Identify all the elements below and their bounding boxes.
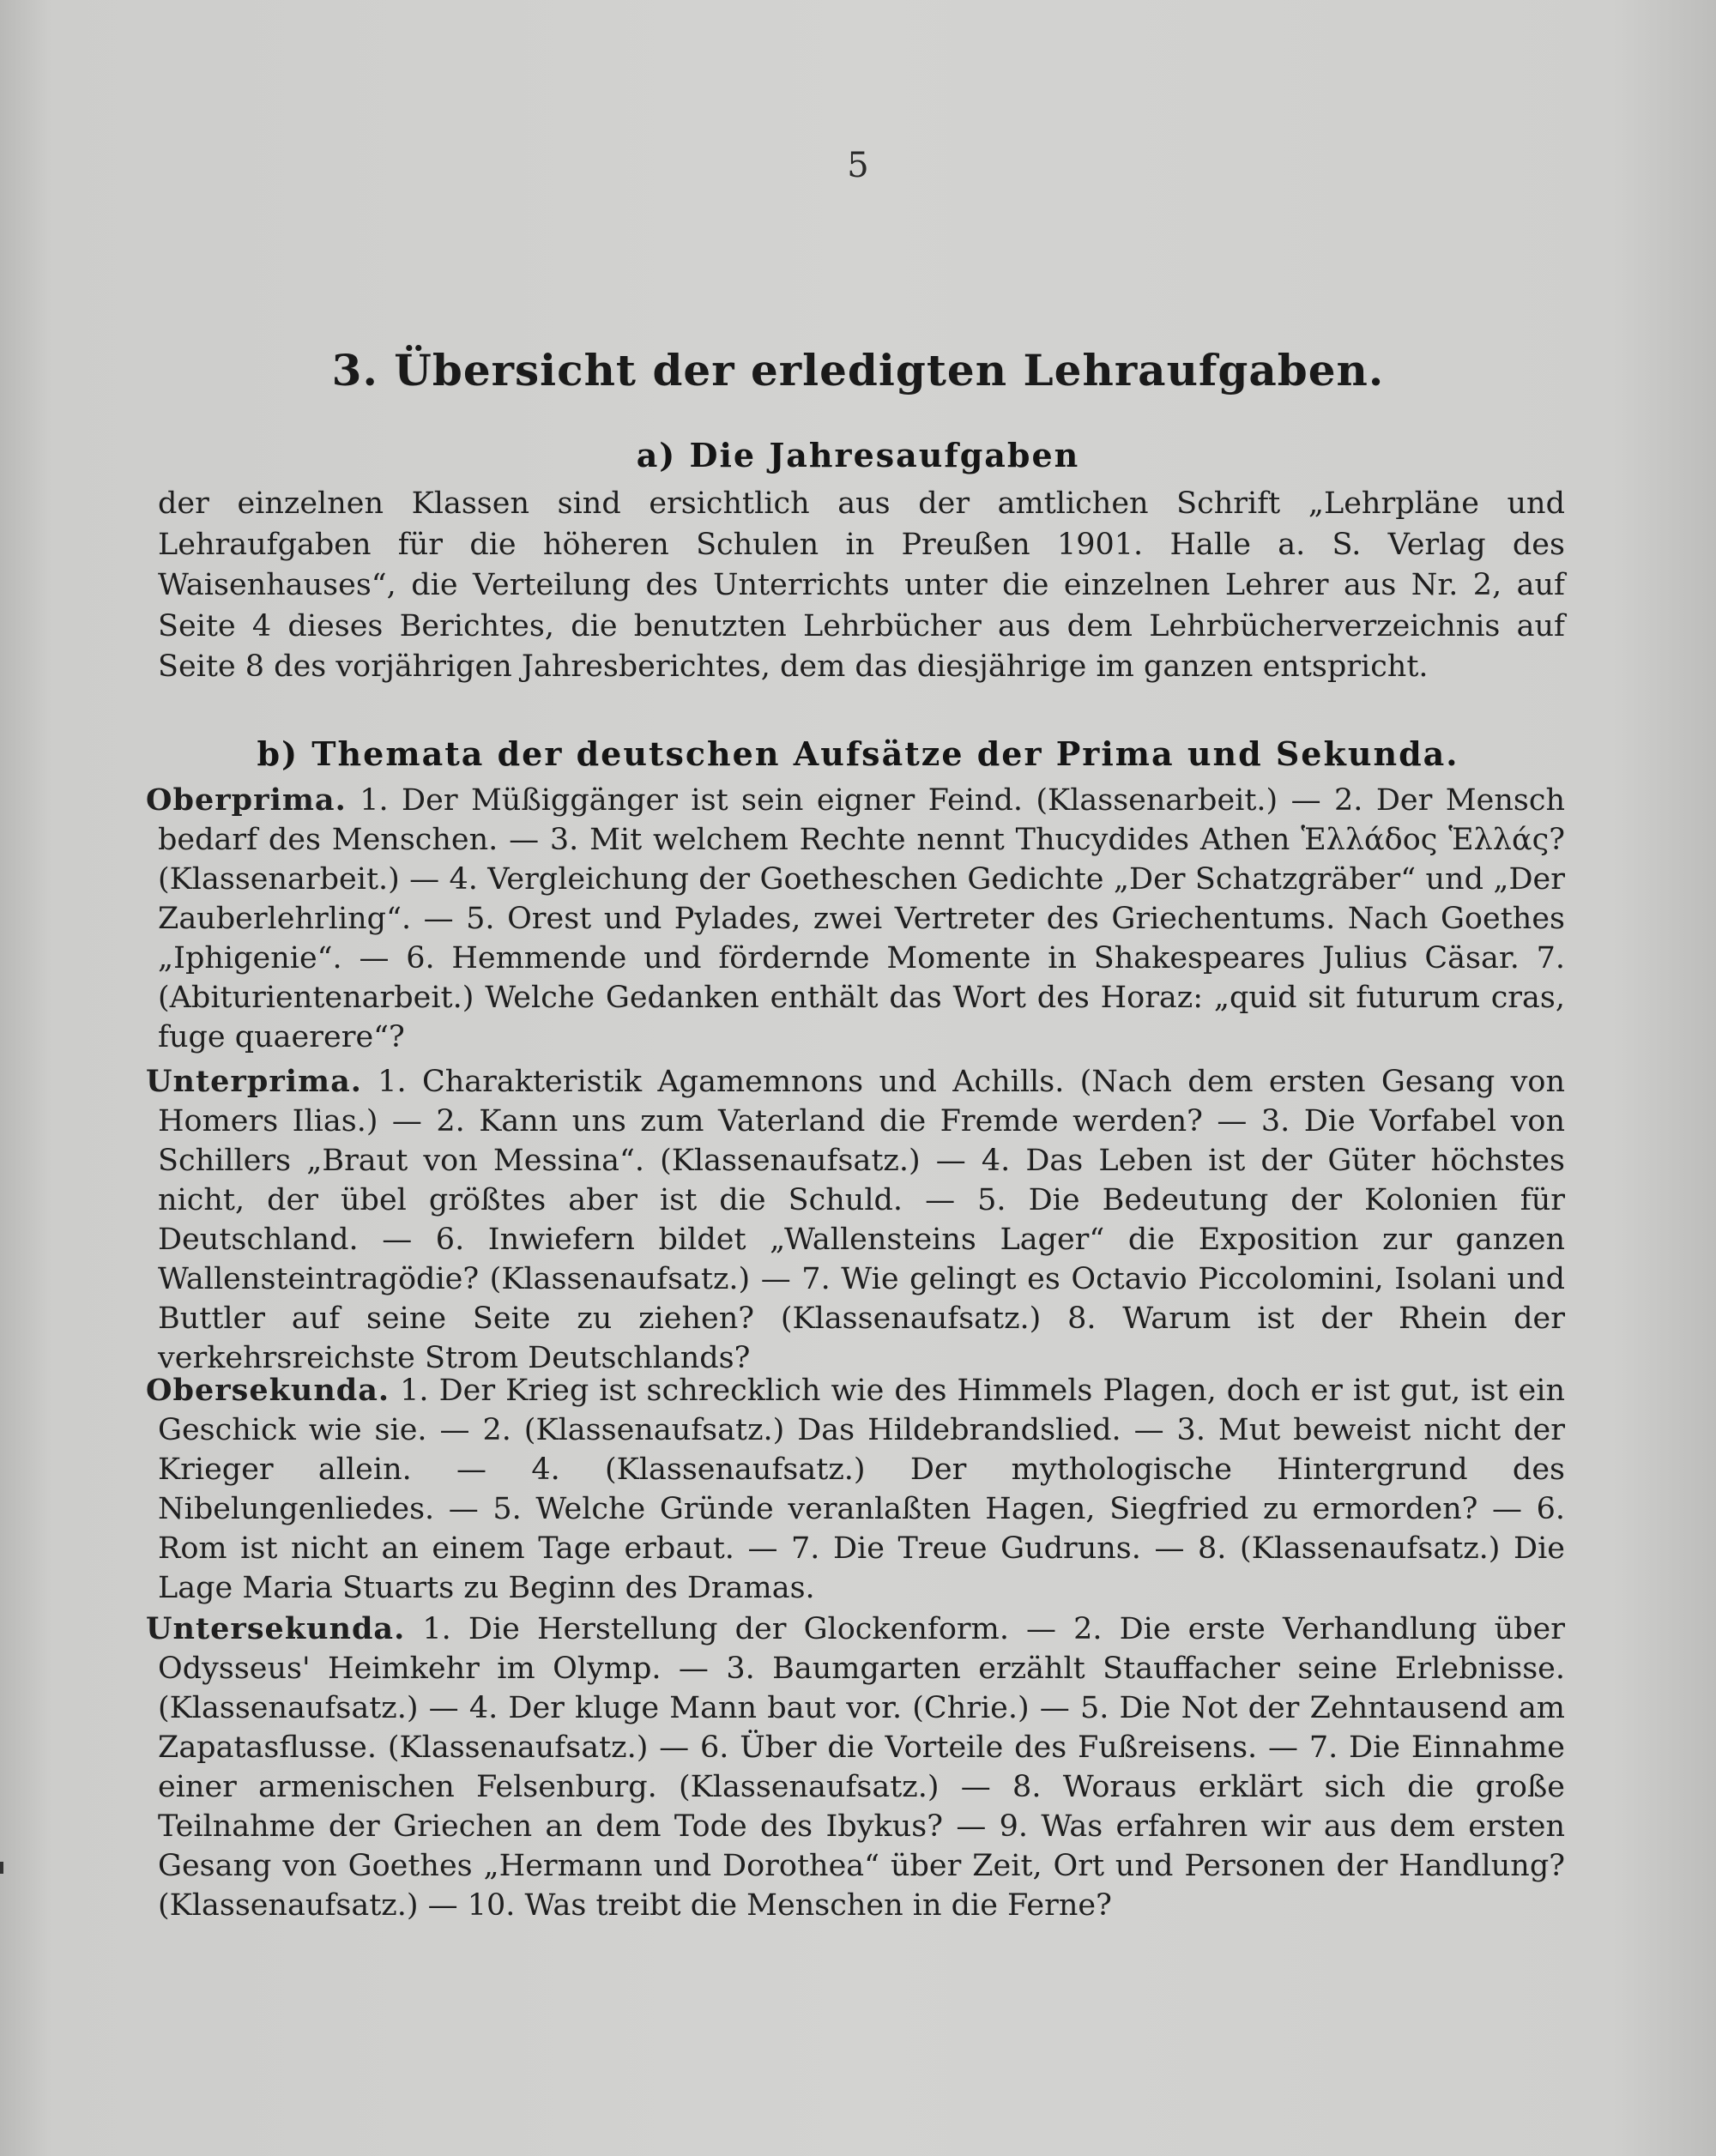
section-b-heading: b) Themata der deutschen Aufsätze der Prima und Sekunda.	[257, 734, 1459, 773]
essay-topics-untersekunda	[146, 1609, 1565, 1925]
essay-topics-unterprima	[146, 1062, 1565, 1378]
class-label: Untersekunda.	[146, 1611, 406, 1646]
essay-topics-text: 1. Der Müßiggänger ist sein eigner Feind. (Klassenarbeit.) — 2. Der Mensch bedarf des Menschen. — 3. Mit welchem Rechte nennt Thucydides Athen Ἑλλάδος Ἑλλάς? (Klassenarbeit.) — 4. Vergleichung der Goetheschen Gedichte „Der Schatzgräber“ und „Der Zauberlehrling“. — 5. Orest und Pylades, zwei Vertreter des Griechentums. Nach Goethes „Iphigenie“. — 6. Hemmende und fördernde Momente in Shakespeares Julius Cäsar. 7. (Abiturientenarbeit.) Welche Gedanken enthält das Wort des Horaz: „quid sit futurum cras, fuge quaerere“?	[158, 783, 1565, 1054]
scan-artifact	[0, 1862, 3, 1874]
essay-topics-oberprima	[146, 781, 1565, 1057]
main-heading: 3. Übersicht der erledigten Lehraufgaben.	[331, 345, 1385, 396]
class-label: Oberprima.	[146, 782, 347, 818]
essay-topics-text: 1. Die Herstellung der Glockenform. — 2. Die erste Verhandlung über Odysseus' Heimkehr im Olymp. — 3. Baumgarten erzählt Stauffacher seine Erlebnisse. (Klassenaufsatz.) — 4. Der kluge Mann baut vor. (Chrie.) — 5. Die Not der Zehntausend am Zapatasflusse. (Klassenaufsatz.) — 6. Über die Vorteile des Fußreisens. — 7. Die Einnahme einer armenischen Felsenburg. (Klassenaufsatz.) — 8. Woraus erklärt sich die große Teilnahme der Griechen an dem Tode des Ibykus? — 9. Was erfahren wir aus dem ersten Gesang von Goethes „Hermann und Dorothea“ über Zeit, Ort und Personen der Handlung? (Klassenaufsatz.) — 10. Was treibt die Menschen in die Ferne?	[158, 1612, 1565, 1923]
section-a-paragraph: der einzelnen Klassen sind ersichtlich aus der amtlichen Schrift „Lehrpläne und Lehraufgaben für die höheren Schulen in Preußen 1901. Halle a. S. Verlag des Waisenhauses“, die Verteilung des Unterrichts unter die einzelnen Lehrer aus Nr. 2, auf Seite 4 dieses Berichtes, die benutzten Lehrbücher aus dem Lehrbücherverzeichnis auf Seite 8 des vorjährigen Jahresberichtes, dem das diesjährige im ganzen entspricht.	[158, 486, 1565, 684]
essay-topics-text: 1. Charakteristik Agamemnons und Achills. (Nach dem ersten Gesang von Homers Ilias.) — 2. Kann uns zum Vaterland die Fremde werden? — 3. Die Vorfabel von Schillers „Braut von Messina“. (Klassenaufsatz.) — 4. Das Leben ist der Güter höchstes nicht, der übel größtes aber ist die Schuld. — 5. Die Bedeutung der Kolonien für Deutschland. — 6. Inwiefern bildet „Wallensteins Lager“ die Exposition zur ganzen Wallensteintragödie? (Klassenaufsatz.) — 7. Wie gelingt es Octavio Piccolomini, Isolani und Buttler auf seine Seite zu ziehen? (Klassenaufsatz.) 8. Warum ist der Rhein der verkehrsreichste Strom Deutschlands?	[158, 1065, 1565, 1375]
essay-topics-obersekunda	[146, 1371, 1565, 1608]
essay-topics-text: 1. Der Krieg ist schrecklich wie des Himmels Plagen, doch er ist gut, ist ein Geschick wie sie. — 2. (Klassenaufsatz.) Das Hildebrandslied. — 3. Mut beweist nicht der Krieger allein. — 4. (Klassenaufsatz.) Der mythologische Hintergrund des Nibelungenliedes. — 5. Welche Gründe veranlaßten Hagen, Siegfried zu ermorden? — 6. Rom ist nicht an einem Tage erbaut. — 7. Die Treue Gudruns. — 8. (Klassenaufsatz.) Die Lage Maria Stuarts zu Beginn des Dramas.	[158, 1374, 1565, 1605]
class-label: Unterprima.	[146, 1064, 362, 1099]
page-number: 5	[847, 146, 869, 185]
section-a-heading: a) Die Jahresaufgaben	[636, 436, 1080, 474]
class-label: Obersekunda.	[146, 1373, 390, 1408]
